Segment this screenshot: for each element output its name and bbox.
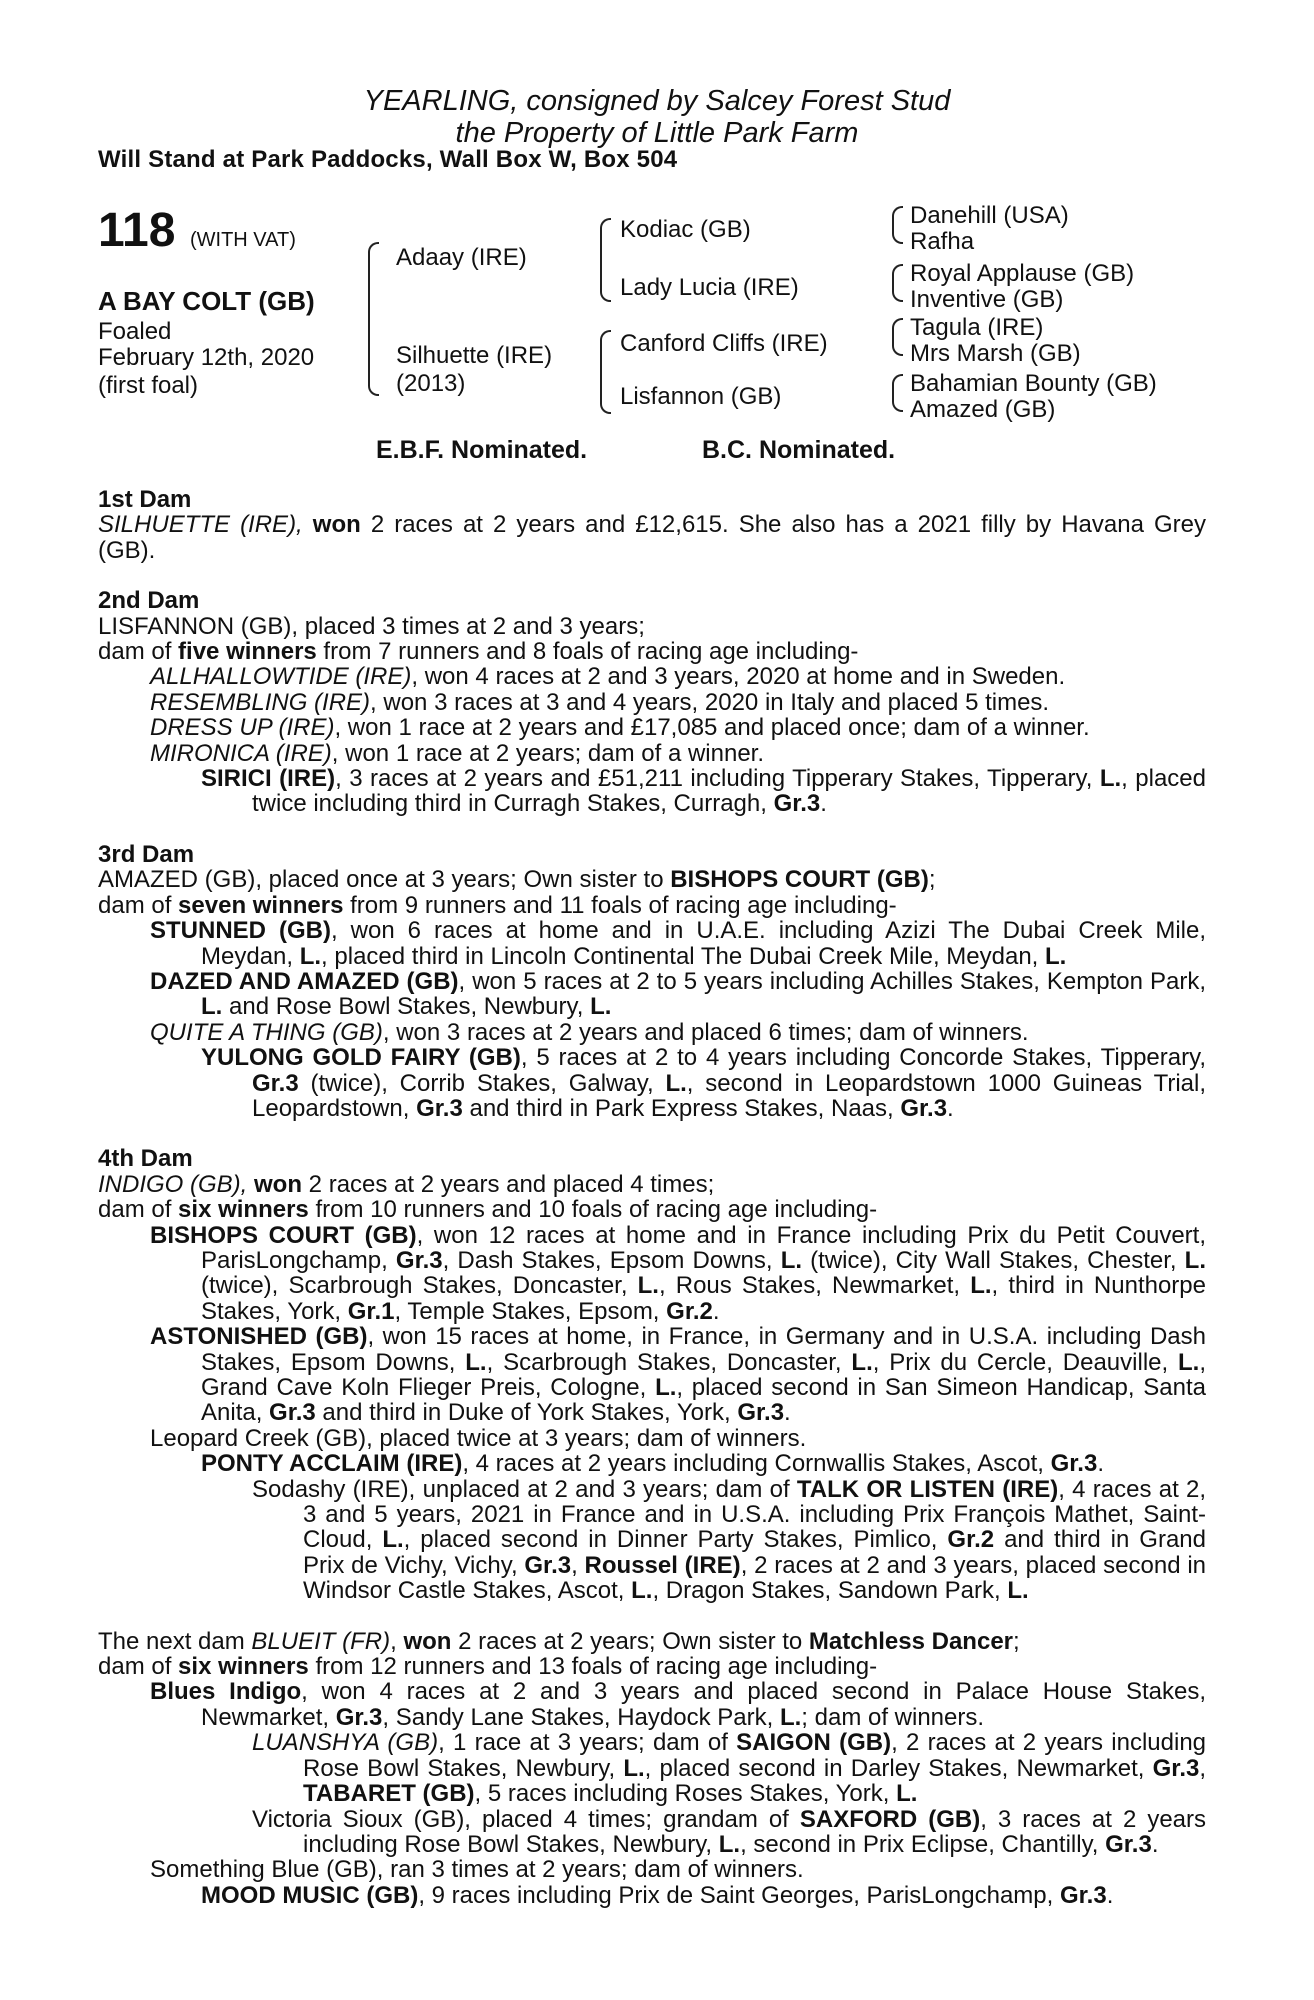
text-run: Gr.1 [347,1297,395,1325]
produce-entry [98,969,1206,1020]
text-run: Gr.3 [1105,1830,1152,1858]
text-run: QUITE A THING (GB) [150,1018,383,1046]
text-run: L. [665,1069,687,1097]
fourth-dam-section [98,1146,1206,1603]
produce-entry [98,715,1206,740]
produce-entry [98,1045,1206,1121]
text-run: L. [1045,942,1067,970]
text-run: , Dragon Stakes, Sandown Park, [652,1577,1008,1605]
text-run: L. [590,993,612,1021]
text-run: L. [1007,1577,1029,1605]
produce-entry [98,1730,1206,1806]
text-run: , Prix du Cercle, Deauville, [872,1348,1178,1376]
text-run: five winners [178,638,317,666]
foaled-label: Foaled [98,318,172,345]
text-run: , Scarbrough Stakes, Doncaster, [486,1348,852,1376]
text-run: L. [631,1577,653,1605]
text-run: (twice), Scarbrough Stakes, Doncaster, [201,1272,638,1300]
text-run: Matchless Dancer [808,1627,1013,1655]
text-run: 2 races at 2 years and placed 4 times; [302,1170,715,1198]
text-run: AMAZED (GB), placed once at 3 years; Own sister to [98,866,671,894]
text-run: Gr.3 [269,1399,316,1427]
produce-entry [98,766,1206,817]
lot-title: A BAY COLT (GB) [98,286,315,316]
text-run: Gr.2 [666,1297,713,1325]
text-run: , won 4 races at 2 and 3 years, 2020 at home and in Sweden. [411,663,1066,691]
sire-sire: Kodiac (GB) [620,216,751,243]
ancestor-5: Tagula (IRE) [910,314,1044,341]
text-run: , [390,1627,404,1655]
brace-g3 [892,318,903,356]
text-run: L. [201,993,223,1021]
section-heading: 3rd Dam [98,840,195,868]
text-run: , won 4 races at 2 and 3 years and placed second in Palace House Stakes, Newmarket, [201,1678,1207,1731]
text-run: Gr.2 [947,1526,995,1554]
text-run: The next dam [98,1627,252,1655]
next-dam-section [98,1629,1206,1908]
produce-entry [98,1324,1206,1426]
text-run: Gr.3 [524,1551,572,1579]
text-run: (twice), Corrib Stakes, Galway, [298,1069,666,1097]
text-run: and third in Duke of York Stakes, York, [315,1399,738,1427]
text-run: from 7 runners and 8 foals of racing age including- [316,638,859,666]
text-run: , placed second in San Simeon Handicap, Santa Anita, [201,1374,1206,1427]
second-dam-section [98,588,1206,817]
text-run: DRESS UP (IRE) [150,714,335,742]
text-run: , placed second in Darley Stakes, Newmarket, [644,1754,1153,1782]
text-run: Gr.3 [900,1094,948,1122]
text-run: . [1151,1830,1159,1858]
text-run: L. [1099,765,1122,793]
sire: Adaay (IRE) [396,244,527,271]
text-run: 2 races at 2 years and £12,615. She also has a 2021 filly by Havana Grey (GB). [98,511,1206,564]
text-run: Gr.3 [252,1069,299,1097]
text-run: , Sandy Lane Stakes, Haydock Park, [382,1703,780,1731]
produce-entry: Something Blue (GB), ran 3 times at 2 years; dam of winners. [150,1856,804,1884]
text-run: and third in Park Express Stakes, Naas, [462,1094,901,1122]
pedigree-brace [368,242,379,396]
text-run: LUANSHYA (GB) [252,1729,439,1757]
text-run: . [712,1297,720,1325]
text-run: from 12 runners and 13 foals of racing age including- [308,1653,878,1681]
dam-brace [600,330,611,414]
text-run: dam of [98,638,179,666]
text-run: ; dam of winners. [801,1703,985,1731]
text-run: , won 3 races at 2 years and placed 6 times; dam of winners. [382,1018,1029,1046]
vat-note: (WITH VAT) [190,229,296,251]
text-run: from 9 runners and 11 foals of racing age including- [343,891,897,919]
text-run: ASTONISHED (GB) [150,1323,368,1351]
text-run: , 5 races including Roses Stakes, York, [474,1780,897,1808]
produce-summary [98,639,1206,664]
brace-g4 [892,374,903,412]
produce-entry [98,1679,1206,1730]
dam-sire: Canford Cliffs (IRE) [620,330,828,357]
ebf-nomination: E.B.F. Nominated. [376,436,588,464]
text-run: , 4 races at 2 years including Cornwallis Stakes, Ascot, [462,1450,1051,1478]
text-run: from 10 runners and 10 foals of racing age including- [308,1196,878,1224]
text-run: won [312,511,361,539]
text-run: ; [1013,1627,1020,1655]
text-run: dam of [98,891,179,919]
text-run: Victoria Sioux (GB), placed 4 times; grandam of [252,1805,800,1833]
produce-entry: Leopard Creek (GB), placed twice at 3 years; dam of winners. [150,1424,807,1452]
bc-nomination: B.C. Nominated. [702,436,896,464]
text-run: L. [1178,1348,1200,1376]
produce-entry [98,690,1206,715]
text-run: L. [623,1754,645,1782]
text-run: , placed twice including third in Curragh Stakes, Curragh, [252,765,1206,818]
section-heading: 1st Dam [98,486,192,513]
text-run: L. [382,1526,404,1554]
text-run: dam of [98,1196,179,1224]
produce-summary [98,893,1206,918]
text-run: , 4 races at 2, 3 and 5 years, 2021 in France and in U.S.A. including Prix François Mathet, Saint-Cloud, [303,1475,1207,1554]
text-run: Gr.3 [395,1246,443,1274]
text-run: , second in Leopardstown 1000 Guineas Trial, Leopardstown, [252,1069,1207,1122]
sire-dam: Lady Lucia (IRE) [620,274,799,301]
text-run: ; [928,866,936,894]
text-run: , 3 races at 2 years including Rose Bowl Stakes, Newbury, [303,1805,1207,1858]
lot-number: 118 [98,204,176,257]
spacer [98,817,1206,842]
produce-summary [98,1654,1206,1679]
text-run: . [1097,1450,1104,1478]
text-run: , 5 races at 2 to 4 years including Concorde Stakes, Tipperary, [520,1044,1206,1072]
text-run: and Rose Bowl Stakes, Newbury, [222,993,591,1021]
text-run: INDIGO (GB), [98,1170,248,1198]
text-run: , 3 races at 2 years and £51,211 including Tipperary Stakes, Tipperary, [335,765,1100,793]
dam: Silhuette (IRE) [396,342,553,369]
text-run: BISHOPS COURT (GB) [670,866,929,894]
spacer [98,1604,1206,1629]
text-run: , won 1 race at 2 years and £17,085 and placed once; dam of a winner. [334,714,1090,742]
ancestor-3: Royal Applause (GB) [910,260,1135,287]
text-run: , Rous Stakes, Newmarket, [658,1272,971,1300]
text-run: , placed second in Dinner Party Stakes, Pimlico, [403,1526,948,1554]
produce-entry [98,1223,1206,1325]
text-run: (twice), City Wall Stakes, Chester, [802,1246,1185,1274]
dam-entry [98,1629,1206,1654]
produce-entry [98,1807,1206,1858]
text-run: , second in Prix Eclipse, Chantilly, [740,1830,1106,1858]
stand-line: Will Stand at Park Paddocks, Wall Box W, Box 504 [98,146,678,173]
text-run: , won 1 race at 2 years; dam of a winner. [331,739,765,767]
text-run: L. [718,1830,741,1858]
text-run: , won 15 races at home, in France, in Germany and in U.S.A. including Dash Stakes, Epsom Downs, [201,1323,1206,1376]
brace-g1 [892,206,903,244]
text-run: . [1106,1881,1114,1909]
text-run: . [947,1094,954,1122]
ancestor-7: Bahamian Bounty (GB) [910,370,1157,397]
text-run: ALLHALLOWTIDE (IRE) [150,663,412,691]
dam-year: (2013) [396,370,466,397]
text-run: and third in Grand Prix de Vichy, Vichy, [303,1526,1207,1579]
dam-entry [98,512,1206,563]
text-run: 2 races at 2 years; Own sister to [451,1627,809,1655]
dam-dam: Lisfannon (GB) [620,383,782,410]
text-run: , placed third in Lincoln Continental The Dubai Creek Mile, Meydan, [321,942,1045,970]
dam-entry [98,1172,1206,1197]
text-run: Gr.3 [773,790,821,818]
text-run: L. [851,1348,873,1376]
text-run: SIRICI (IRE) [201,765,336,793]
text-run: SAXFORD (GB) [799,1805,981,1833]
text-run: , Grand Cave Koln Flieger Preis, Cologne, [201,1348,1206,1401]
foal-note: (first foal) [98,372,199,399]
ancestor-1: Danehill (USA) [910,202,1069,229]
text-run: , won 12 races at home and in France including Prix du Petit Couvert, ParisLongchamp, [201,1221,1207,1274]
text-run: L. [970,1272,992,1300]
produce-entry [98,1477,1206,1604]
text-run: L. [780,1246,803,1274]
ancestor-6: Mrs Marsh (GB) [910,340,1081,367]
text-run: , won 6 races at home and in U.A.E. including Azizi The Dubai Creek Mile, Meydan, [201,917,1207,970]
text-run: PONTY ACCLAIM (IRE) [201,1450,463,1478]
text-run: , 1 race at 3 years; dam of [438,1729,737,1757]
ancestor-2: Rafha [910,228,975,255]
text-run: , Dash Stakes, Epsom Downs, [442,1246,781,1274]
text-run: L. [896,1780,918,1808]
sire-brace [600,218,611,302]
text-run: TALK OR LISTEN (IRE) [796,1475,1059,1503]
spacer [98,563,1206,588]
text-run: SILHUETTE (IRE), [98,511,303,539]
text-run: L. [779,1703,802,1731]
text-run: , third in Nunthorpe Stakes, York, [201,1272,1206,1325]
text-run: Gr.3 [1059,1881,1107,1909]
produce-entry [98,664,1206,689]
brace-g2 [892,264,903,302]
text-run: , won 3 races at 3 and 4 years, 2020 in Italy and placed 5 times. [370,688,1050,716]
first-dam-section [98,487,1206,563]
text-run: , 2 races at 2 and 3 years, placed second in Windsor Castle Stakes, Ascot, [303,1551,1206,1605]
text-run: L. [655,1374,677,1401]
foaled-date: February 12th, 2020 [98,344,315,371]
text-run: BISHOPS COURT (GB) [150,1221,417,1249]
text-run: Gr.3 [416,1094,463,1122]
text-run: L. [1184,1246,1206,1274]
produce-summary [98,1197,1206,1222]
produce-entry [98,741,1206,766]
produce-entry [98,918,1206,969]
text-run: MIRONICA (IRE) [150,739,332,767]
text-run: Blues Indigo [150,1678,302,1706]
text-run: , 2 races at 2 years including Rose Bowl Stakes, Newbury, [303,1729,1207,1782]
text-run: , [1199,1754,1207,1782]
dam-entry: LISFANNON (GB), placed 3 times at 2 and 3 years; [98,612,645,640]
text-run: won [403,1627,452,1655]
text-run: dam of [98,1653,179,1681]
section-heading: 4th Dam [98,1145,193,1173]
text-run: STUNNED (GB) [150,917,331,945]
consignor-line: YEARLING, consigned by Salcey Forest Stud [363,85,951,117]
produce-entry [98,1020,1206,1045]
ancestor-8: Amazed (GB) [910,396,1056,423]
text-run: Roussel (IRE) [584,1551,741,1579]
third-dam-section [98,842,1206,1121]
text-run: MOOD MUSIC (GB) [201,1881,419,1909]
text-run: six winners [178,1653,309,1681]
text-run: , Temple Stakes, Epsom, [394,1297,667,1325]
text-run: , won 5 races at 2 to 5 years including Achilles Stakes, Kempton Park, [458,967,1206,995]
text-run: BLUEIT (FR) [251,1627,391,1655]
text-run: DAZED AND AMAZED (GB) [150,967,459,995]
text-run: won [254,1170,303,1198]
dam-entry [98,867,1206,892]
text-run: L. [299,942,322,970]
ancestor-4: Inventive (GB) [910,286,1064,313]
text-run: Gr.3 [1152,1754,1200,1782]
text-run: RESEMBLING (IRE) [150,688,371,716]
text-run: six winners [178,1196,309,1224]
text-run: . [820,790,827,818]
text-run: . [784,1399,791,1427]
text-run: L. [637,1272,659,1300]
text-run: Gr.3 [335,1703,383,1731]
spacer [98,1121,1206,1146]
text-run: YULONG GOLD FAIRY (GB) [201,1044,521,1072]
text-run: , [571,1551,585,1579]
property-line: the Property of Little Park Farm [455,117,859,149]
text-run: , 9 races including Prix de Saint Georges, ParisLongchamp, [418,1881,1060,1909]
text-run: Sodashy (IRE), unplaced at 2 and 3 years; dam of [252,1475,797,1503]
text-run: TABARET (GB) [303,1780,475,1808]
text-run: Gr.3 [1050,1450,1098,1478]
text-run: SAIGON (GB) [736,1729,892,1757]
text-run: L. [465,1348,487,1376]
text-run: Gr.3 [737,1399,785,1427]
produce-entry [98,1451,1206,1476]
text-run: seven winners [178,891,344,919]
catalogue-body [98,487,1206,1908]
produce-entry [98,1883,1206,1908]
section-heading: 2nd Dam [98,587,200,615]
